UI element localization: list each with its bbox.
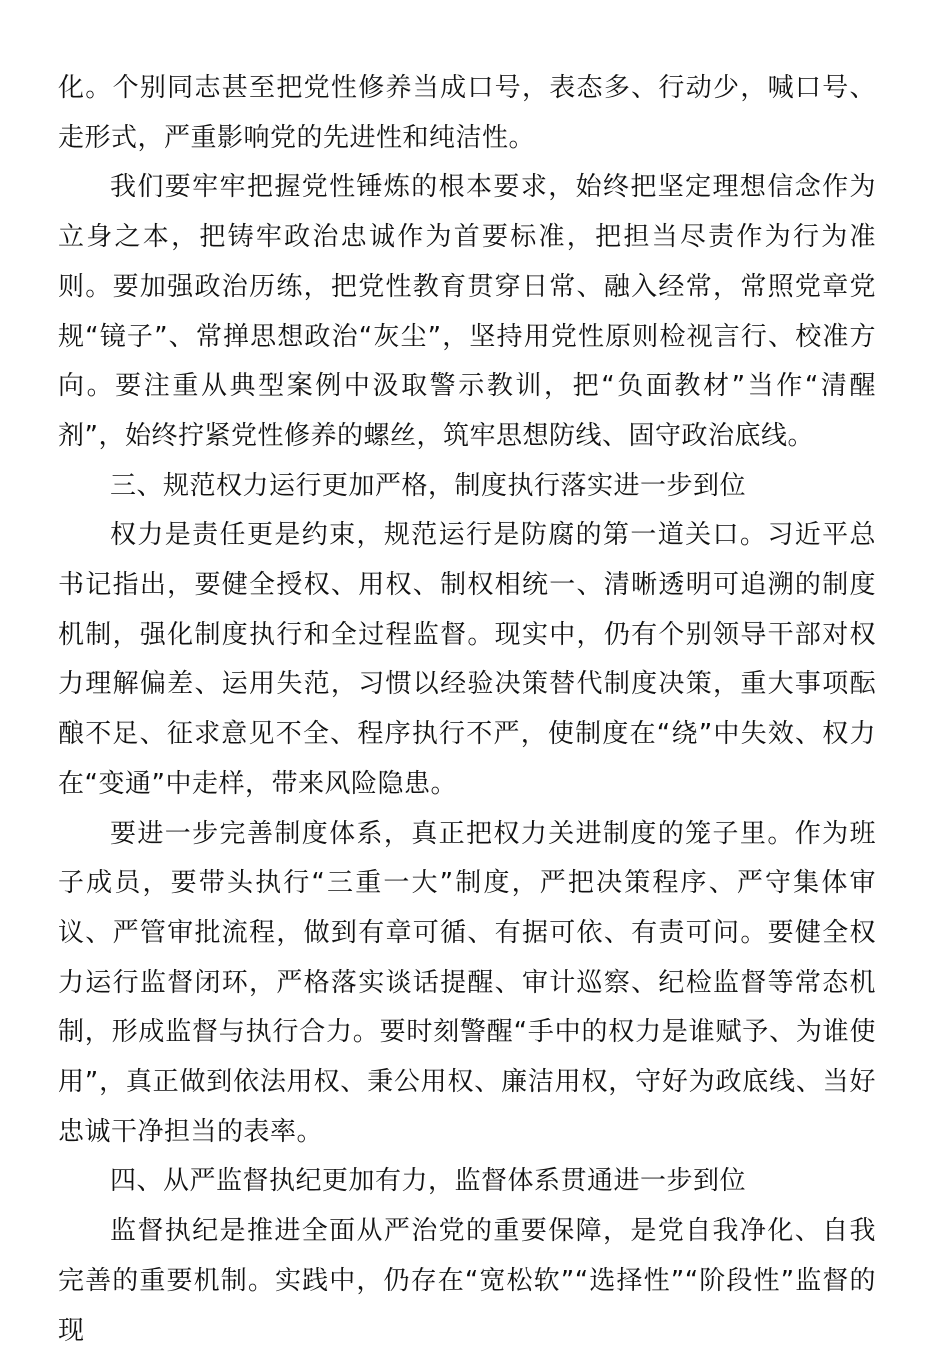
paragraph-power-constraint: 权力是责任更是约束，规范运行是防腐的第一道关口。习近平总书记指出，要健全授权、用权、制权相统一、清晰透明可追溯的制度机制，强化制度执行和全过程监督。现实中，仍有个别领导干部对权力理解偏差、运用失范，习惯以经验决策替代制度决策，重大事项酝酿不足、征求意见不全、程序执行不严，使制度在“绕”中失效、权力在“变通”中走样，带来风险隐患。 xyxy=(58,520,876,799)
section-heading-3: 三、规范权力运行更加严格，制度执行落实进一步到位 xyxy=(110,470,747,501)
section-heading-4: 四、从严监督执纪更加有力，监督体系贯通进一步到位 xyxy=(110,1166,747,1197)
paragraph-institutional-system: 要进一步完善制度体系，真正把权力关进制度的笼子里。作为班子成员，要带头执行“三重一大”制度，严把决策程序、严守集体审议、严管审批流程，做到有章可循、有据可依、有责可问。要健全权力运行监督闭环，严格落实谈话提醒、审计巡察、纪检监督等常态机制，形成监督与执行合力。要时刻警醒“手中的权力是谁赋予、为谁使用”，真正做到依法用权、秉公用权、廉洁用权，守好为政底线、当好忠诚干净担当的表率。 xyxy=(58,818,876,1147)
paragraph-party-spirit-requirements: 我们要牢牢把握党性锤炼的根本要求，始终把坚定理想信念作为立身之本，把铸牢政治忠诚作为首要标准，把担当尽责作为行为准则。要加强政治历练，把党性教育贯穿日常、融入经常，常照党章党规“镜子”、常掸思想政治“灰尘”，坚持用党性原则检视言行、校准方向。要注重从典型案例中汲取警示教训，把“负面教材”当作“清醒剂”，始终拧紧党性修养的螺丝，筑牢思想防线、固守政治底线。 xyxy=(58,172,876,451)
paragraph-supervision-discipline: 监督执纪是推进全面从严治党的重要保障，是党自我净化、自我完善的重要机制。实践中，仍存在“宽松软”“选择性”“阶段性”监督的现 xyxy=(58,1216,876,1346)
document-page xyxy=(58,64,876,1356)
paragraph-continuation: 化。个别同志甚至把党性修养当成口号，表态多、行动少，喊口号、走形式，严重影响党的先进性和纯洁性。 xyxy=(58,73,876,153)
